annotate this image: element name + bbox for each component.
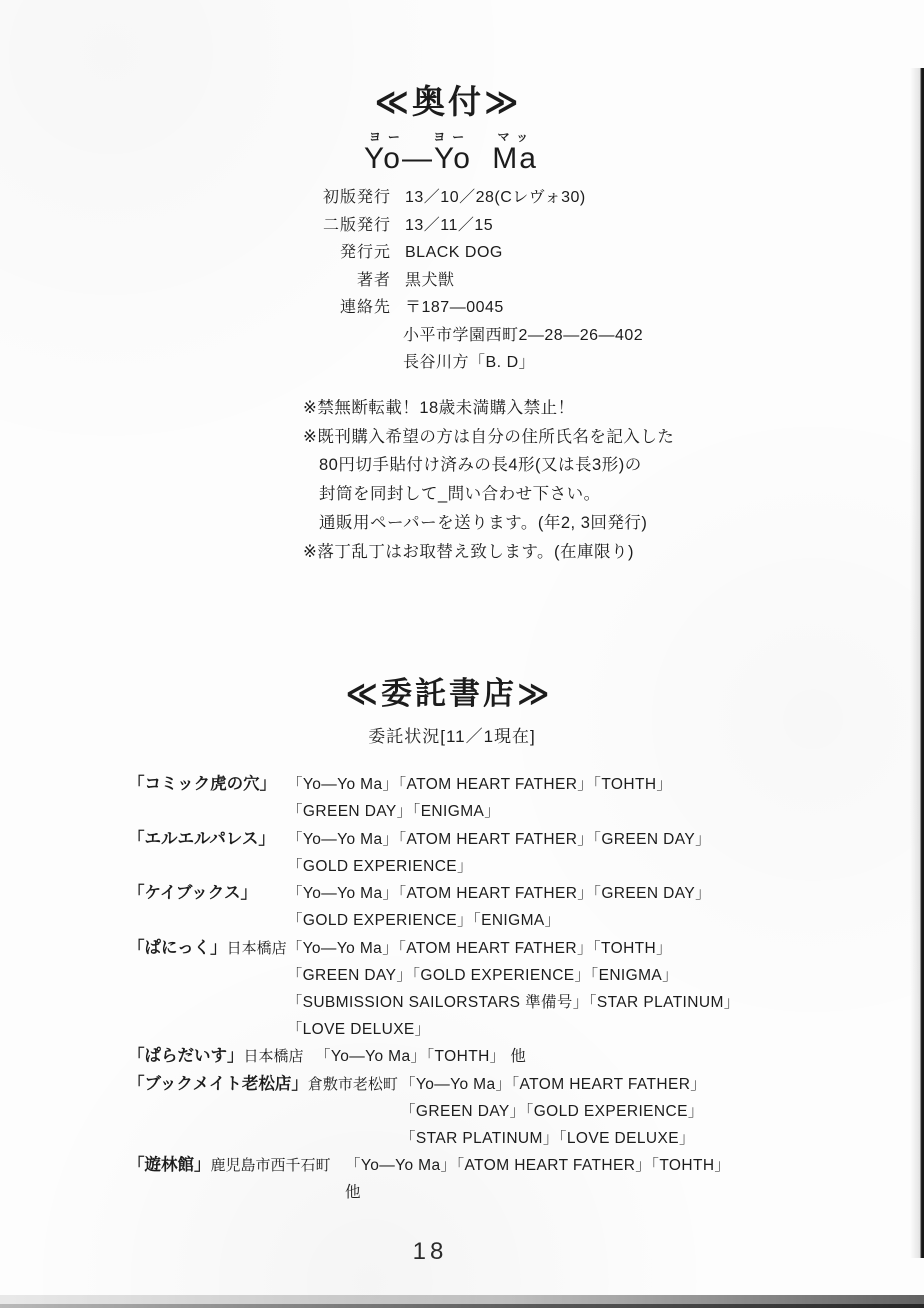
info-row <box>283 184 643 212</box>
store-item-line: 「Yo—Yo Ma」「ATOM HEART FATHER」「TOHTH」 <box>287 776 673 793</box>
store-row <box>128 771 894 825</box>
store-items <box>315 1043 894 1070</box>
store-row <box>128 1152 894 1206</box>
info-value: BLACK DOG <box>405 244 503 261</box>
address-line: 長谷川方「B. D」 <box>403 354 536 371</box>
store-item-line: 「Yo—Yo Ma」「ATOM HEART FATHER」「GREEN DAY」 <box>287 885 711 902</box>
store-name: 「ぱにっく」 <box>128 938 227 957</box>
store-name: 「エルエルパレス」 <box>128 829 275 848</box>
bottom-edge-scan-artifact <box>0 1295 924 1308</box>
store-items <box>287 935 894 1043</box>
store-list <box>128 771 894 1207</box>
store-item-line: 「SUBMISSION SAILORSTARS 準備号」「STAR PLATINUM」 <box>286 993 740 1011</box>
store-item-line: 「GREEN DAY」「GOLD EXPERIENCE」 <box>400 1102 704 1120</box>
note-line: 通販用ペーパーを送ります。(年2, 3回発行) <box>319 513 648 532</box>
store-name: 「ぱらだいす」 <box>128 1047 244 1065</box>
note-line: ※落丁乱丁はお取替え致します。(在庫限り) <box>303 542 634 561</box>
bottom-edge-scan-line <box>0 1304 924 1308</box>
info-label: 著者 <box>356 271 391 289</box>
colophon-title: ≪奥付≫ <box>374 83 522 120</box>
store-name-cell <box>128 935 287 962</box>
consignment-status: 委託状況[11／1現在] <box>368 727 536 746</box>
store-row <box>128 935 894 1043</box>
info-value: 黒犬獣 <box>405 271 455 289</box>
info-row <box>283 267 643 295</box>
store-items <box>287 771 894 825</box>
info-row <box>283 239 643 267</box>
store-name-cell <box>128 880 287 907</box>
store-row <box>128 1071 894 1152</box>
address-line: 小平市学園西町2—28—26—402 <box>403 326 644 344</box>
store-items <box>287 826 894 880</box>
store-location: 日本橋店 <box>226 939 287 957</box>
store-item-line: 他 <box>345 1184 361 1201</box>
store-item-line: 「Yo—Yo Ma」「ATOM HEART FATHER」 <box>400 1075 707 1093</box>
store-items <box>287 880 894 934</box>
store-item-line: 「Yo—Yo Ma」「ATOM HEART FATHER」「TOHTH」 <box>345 1157 731 1174</box>
consignment-title: ≪委託書店≫ <box>345 676 553 711</box>
info-value: 13／10／28(Cレヴォ30) <box>405 189 586 206</box>
note-line: 封筒を同封して_問い合わせ下さい。 <box>319 485 601 504</box>
book-title: Yo—Yo Ma <box>364 142 538 175</box>
store-row <box>128 880 894 934</box>
note-line: 80円切手貼付け済みの長4形(又は長3形)の <box>319 456 642 475</box>
right-edge-scan-artifact <box>910 68 924 1258</box>
store-items <box>400 1071 894 1152</box>
store-row <box>128 826 894 880</box>
store-item-line: 「Yo—Yo Ma」「ATOM HEART FATHER」「GREEN DAY」 <box>287 830 711 848</box>
store-item-line: 「GOLD EXPERIENCE」「ENIGMA」 <box>287 912 561 929</box>
info-label: 発行元 <box>339 244 391 261</box>
store-name: 「コミック虎の穴」 <box>128 775 277 793</box>
store-location: 倉敷市老松町 <box>307 1075 398 1093</box>
store-name-cell <box>128 1071 400 1098</box>
purchase-notes <box>303 394 674 566</box>
store-name: 「遊林館」 <box>128 1156 211 1174</box>
store-item-line: 「LOVE DELUXE」 <box>286 1020 431 1038</box>
page-number: 18 <box>412 1238 448 1265</box>
publication-info <box>283 184 643 377</box>
store-item-line: 「STAR PLATINUM」「LOVE DELUXE」 <box>400 1129 695 1147</box>
info-label: 二版発行 <box>322 216 391 234</box>
note-line: ※禁無断転載！18歳未満購入禁止！ <box>303 399 575 417</box>
info-label: 連絡先 <box>339 299 391 316</box>
info-value: 13／11／15 <box>405 216 494 234</box>
book-title-furigana: ヨー ヨー マッ <box>368 130 536 144</box>
store-location: 日本橋店 <box>243 1048 304 1065</box>
info-row <box>283 294 643 322</box>
store-items <box>345 1152 894 1206</box>
store-location: 鹿児島市西千石町 <box>210 1157 331 1174</box>
store-name-cell <box>128 1152 345 1179</box>
store-item-line: 「Yo—Yo Ma」「TOHTH」 他 <box>315 1048 527 1065</box>
info-value: 〒187—0045 <box>405 299 504 316</box>
info-row <box>283 212 643 240</box>
store-name: 「ブックメイト老松店」 <box>128 1074 308 1093</box>
info-label: 初版発行 <box>322 189 391 206</box>
store-name-cell <box>128 771 287 798</box>
store-name-cell <box>128 826 287 853</box>
store-item-line: 「Yo—Yo Ma」「ATOM HEART FATHER」「TOHTH」 <box>286 939 673 957</box>
note-line: ※既刊購入希望の方は自分の住所氏名を記入した <box>303 427 675 446</box>
store-item-line: 「GREEN DAY」「GOLD EXPERIENCE」「ENIGMA」 <box>286 966 679 984</box>
store-name-cell <box>128 1043 315 1070</box>
store-row <box>128 1043 894 1070</box>
store-item-line: 「GOLD EXPERIENCE」 <box>287 857 473 875</box>
store-item-line: 「GREEN DAY」「ENIGMA」 <box>287 803 501 820</box>
store-name: 「ケイブックス」 <box>128 884 258 902</box>
